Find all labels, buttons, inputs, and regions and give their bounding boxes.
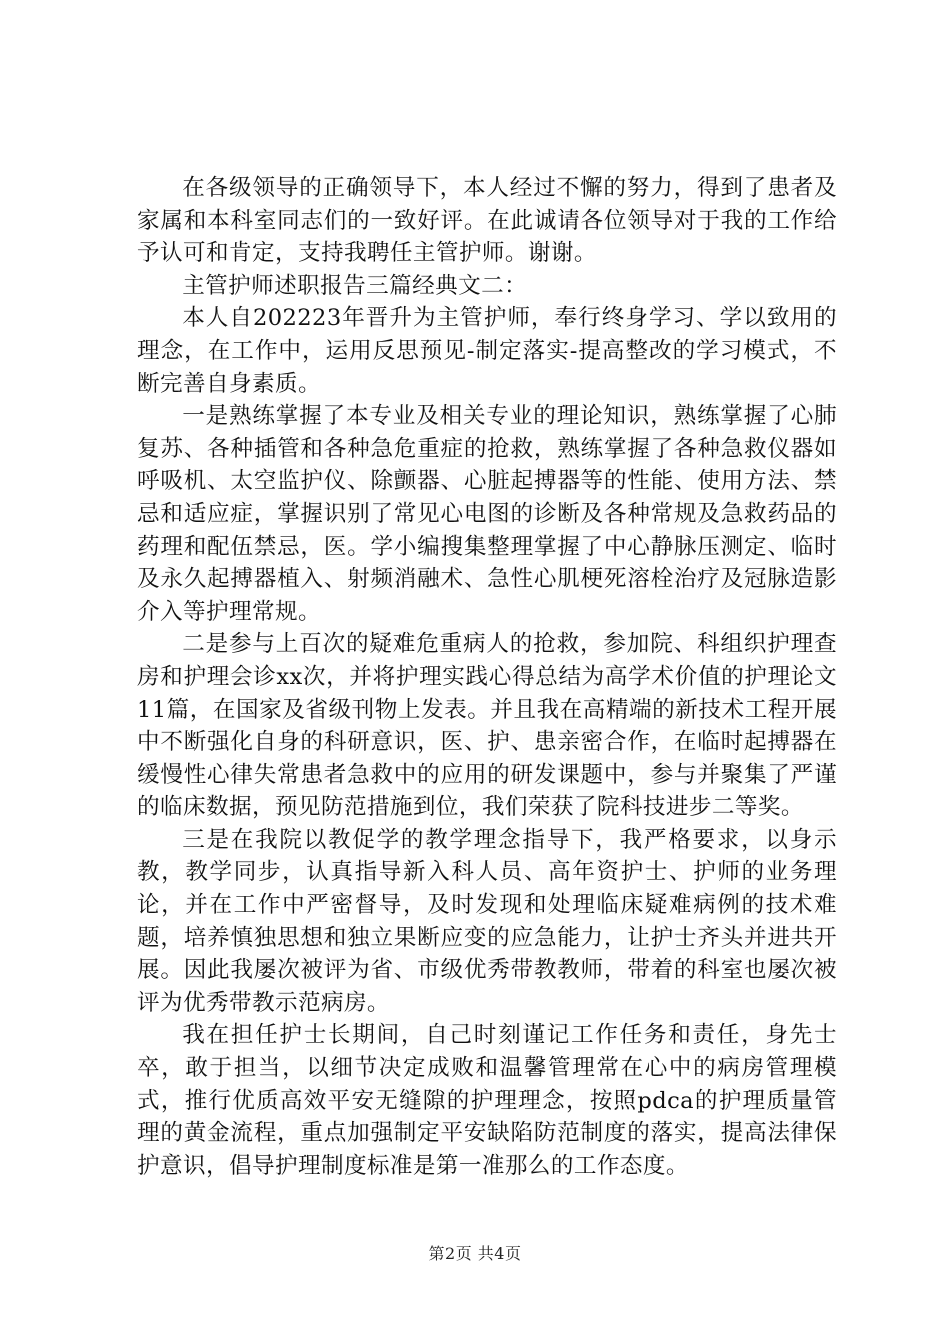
paragraph-point-two: 二是参与上百次的疑难危重病人的抢救，参加院、科组织护理查房和护理会诊xx次，并将护理实践心得总结为高学术价值的护理论文11篇，在国家及省级刊物上发表。并且我在高精端的新技术工程开展中不断强化自身的科研意识，医、护、患亲密合作，在临时起搏器在缓慢性心律失常患者急救中的应用的研发课题中，参与并聚集了严谨的临床数据，预见防范措施到位，我们荣获了院科技进步二等奖。 (137, 631, 837, 821)
paragraph-intro-closing: 在各级领导的正确领导下，本人经过不懈的努力，得到了患者及家属和本科室同志们的一致好评。在此诚请各位领导对于我的工作给予认可和肯定，支持我聘任主管护师。谢谢。 (137, 175, 837, 267)
paragraph-point-one: 一是熟练掌握了本专业及相关专业的理论知识，熟练掌握了心肺复苏、各种插管和各种急危重症的抢救，熟练掌握了各种急救仪器如呼吸机、太空监护仪、除颤器、心脏起搏器等的性能、使用方法、禁忌和适应症，掌握识别了常见心电图的诊断及各种常规及急救药品的药理和配伍禁忌，医。学小编搜集整理掌握了中心静脉压测定、临时及永久起搏器植入、射频消融术、急性心肌梗死溶栓治疗及冠脉造影介入等护理常规。 (137, 403, 837, 625)
paragraph-point-three: 三是在我院以教促学的教学理念指导下，我严格要求，以身示教，教学同步，认真指导新入科人员、高年资护士、护师的业务理论，并在工作中严密督导，及时发现和处理临床疑难病例的技术难题，培养慎独思想和独立果断应变的应急能力，让护士齐头并进共开展。因此我屡次被评为省、市级优秀带教教师，带着的科室也屡次被评为优秀带教示范病房。 (137, 826, 837, 1016)
page-number-footer: 第2页 共4页 (428, 1244, 522, 1263)
document-body (137, 172, 837, 1182)
section-heading: 主管护师述职报告三篇经典文二： (182, 272, 528, 299)
paragraph-career-overview: 本人自202223年晋升为主管护师，奉行终身学习、学以致用的理念，在工作中，运用反思预见-制定落实-提高整改的学习模式，不断完善自身素质。 (137, 305, 837, 397)
paragraph-head-nurse: 我在担任护士长期间，自己时刻谨记工作任务和责任，身先士卒，敢于担当，以细节决定成败和温馨管理常在心中的病房管理模式，推行优质高效平安无缝隙的护理理念，按照pdca的护理质量管理的黄金流程，重点加强制定平安缺陷防范制度的落实，提高法律保护意识，倡导护理制度标准是第一准那么的工作态度。 (137, 1022, 837, 1179)
